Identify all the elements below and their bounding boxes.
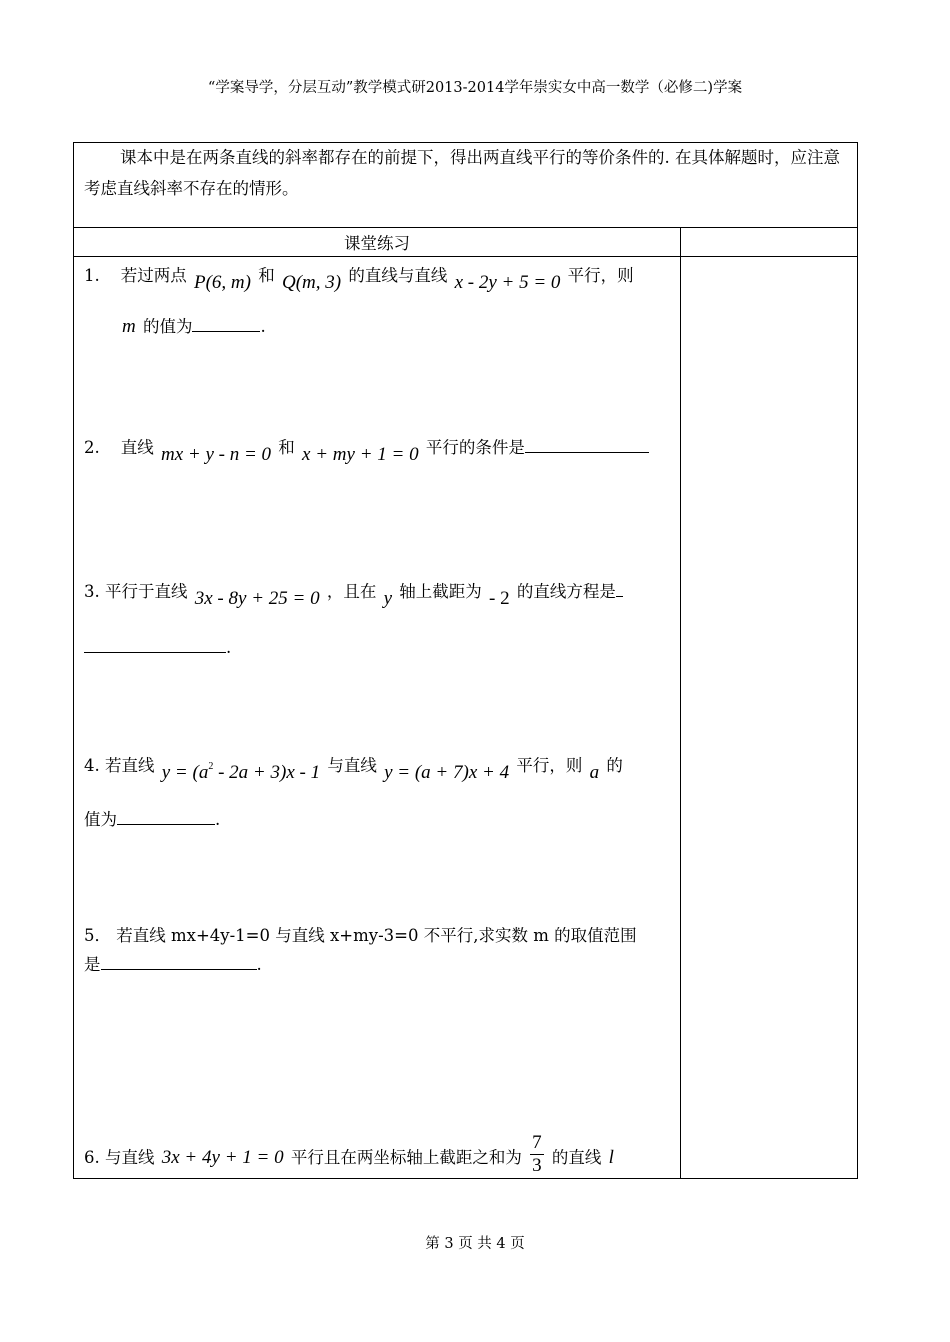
- q3-text-5: .: [226, 638, 232, 657]
- q1-number: 1.: [84, 266, 100, 285]
- q4-text-3: 平行，则: [516, 756, 583, 775]
- q1-text-5: 的值为: [142, 317, 193, 336]
- q4-answer-blank[interactable]: [117, 811, 215, 825]
- q3-text-4: 的直线方程是: [516, 582, 616, 601]
- q3-answer-blank[interactable]: [84, 639, 226, 653]
- q5-text-2: .: [256, 955, 262, 974]
- q1-var-m: m: [122, 316, 136, 337]
- q1-line-equation: x - 2y + 5 = 0: [454, 272, 561, 293]
- q4-equation-2: y = (a + 7)x + 4: [384, 762, 510, 783]
- q1-text-4: 平行，则: [567, 266, 634, 285]
- table-column-divider: [680, 227, 681, 1179]
- q2-equation-1: mx + y - n = 0: [160, 444, 272, 465]
- q3-text-2: ，且在: [326, 582, 377, 601]
- q1-text-3: 的直线与直线: [348, 266, 448, 285]
- q2-equation-2: x + my + 1 = 0: [302, 444, 419, 465]
- q3-intercept: - 2: [489, 588, 510, 609]
- q2-text-1: 直线: [120, 438, 154, 457]
- question-5-line-1: 5． 若直线 mx+4y-1=0 与直线 x+my-3=0 不平行,求实数 m 的取值范围: [84, 926, 637, 945]
- question-3-line-1: [84, 578, 623, 609]
- q3-axis-y: y: [383, 588, 393, 609]
- question-2: [84, 434, 649, 465]
- q4-var-a: a: [589, 762, 600, 783]
- q1-text-1: 若过两点: [120, 266, 187, 285]
- column-title: 课堂练习: [344, 234, 410, 253]
- q3-answer-blank-start[interactable]: [616, 583, 623, 597]
- q6-text-3: 的直线: [551, 1148, 602, 1167]
- q4-equation-1: $y = (a^2 - 2a + 3)x - 1$: [161, 761, 321, 783]
- question-1-line-2: [120, 313, 266, 338]
- page-footer: 第 3 页 共 4 页: [425, 1236, 525, 1252]
- question-5-line-2: [84, 951, 262, 975]
- question-3-line-2: [84, 638, 231, 657]
- q5-answer-blank[interactable]: [101, 956, 257, 970]
- q2-text-2: 和: [278, 438, 295, 457]
- q4-text-2: 与直线: [327, 756, 377, 775]
- q4-text-5: 值为: [84, 810, 117, 829]
- question-1-line-1: [84, 262, 634, 293]
- q1-point-q: Q(m, 3): [281, 272, 342, 293]
- q4-text-6: .: [215, 810, 221, 829]
- q6-text-1: 6. 与直线: [84, 1148, 155, 1167]
- q3-equation: 3x - 8y + 25 = 0: [194, 588, 320, 609]
- exercise-table: [73, 227, 858, 1179]
- table-header-divider: [73, 256, 858, 257]
- q6-text-2: 平行且在两坐标轴上截距之和为: [290, 1148, 522, 1167]
- q6-equation: 3x + 4y + 1 = 0: [161, 1147, 284, 1168]
- q6-line-l: l: [608, 1147, 614, 1168]
- q3-text-1: 3. 平行于直线: [84, 582, 188, 601]
- q4-text-1: 4. 若直线: [84, 756, 155, 775]
- question-6: [84, 1132, 616, 1181]
- q5-text-1: 是: [84, 955, 101, 974]
- question-4-line-2: [84, 806, 220, 830]
- q1-text-2: 和: [258, 266, 275, 285]
- q1-text-6: .: [260, 317, 266, 336]
- question-4-line-1: [84, 752, 623, 783]
- note-text: 课本中是在两条直线的斜率都存在的前提下，得出两直线平行的等价条件的. 在具体解题时，应注意考虑直线斜率不存在的情形。: [84, 148, 840, 198]
- q2-answer-blank[interactable]: [525, 439, 649, 453]
- q4-text-4: 的: [606, 756, 623, 775]
- q1-answer-blank[interactable]: [192, 318, 260, 332]
- q2-text-3: 平行的条件是: [425, 438, 525, 457]
- q2-number: 2.: [84, 438, 100, 457]
- q6-fraction: $\frac{7}{3}$: [532, 1132, 542, 1176]
- q3-text-3: 轴上截距为: [399, 582, 482, 601]
- q1-point-p: P(6, m): [193, 272, 251, 293]
- page-header: “学案导学，分层互动”教学模式研2013-2014学年崇实女中高一数学（必修二)学案: [207, 80, 743, 96]
